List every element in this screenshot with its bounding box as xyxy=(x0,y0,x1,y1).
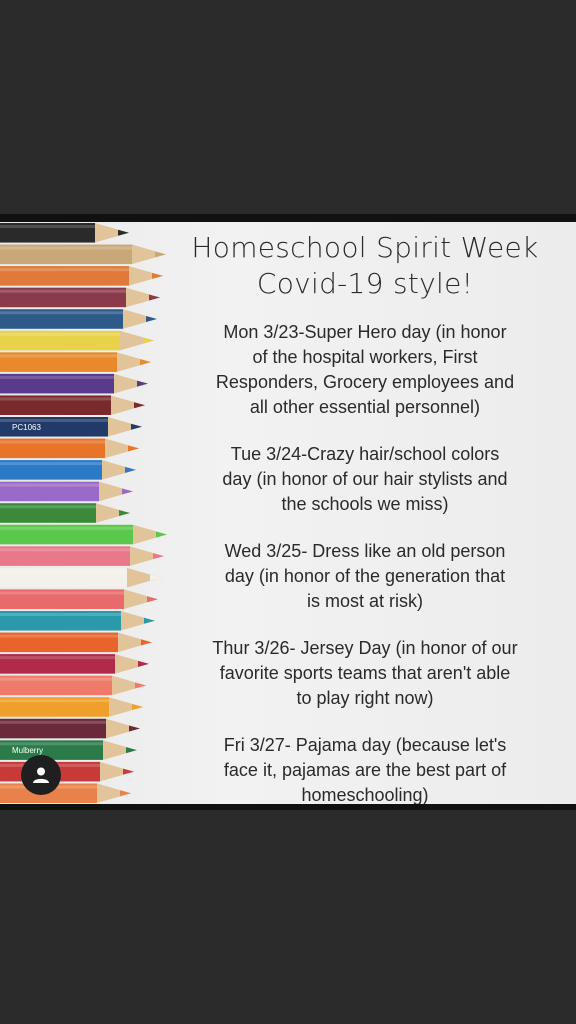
spirit-week-text xyxy=(160,222,570,804)
entry-friday xyxy=(180,733,550,804)
entry-line: of the hospital workers, First xyxy=(252,347,478,367)
entry-line: Mon 3/23-Super Hero day (in honor xyxy=(223,322,507,342)
entry-line: day (in honor of our hair stylists and xyxy=(222,469,508,489)
entry-line: Fri 3/27- Pajama day (because let's xyxy=(223,735,507,755)
entry-line: Responders, Grocery employees and xyxy=(215,372,515,392)
user-icon xyxy=(31,765,51,785)
entry-line: Wed 3/25- Dress like an old person xyxy=(224,541,506,561)
post-image[interactable] xyxy=(0,214,576,810)
title xyxy=(160,230,570,302)
entry-wednesday xyxy=(180,539,550,614)
entry-line: Thur 3/26- Jersey Day (in honor of our xyxy=(212,638,518,658)
entry-tuesday xyxy=(180,442,550,517)
spirit-week-card xyxy=(0,222,576,804)
pencil-label: PC1063 xyxy=(12,422,41,432)
entry-line: is most at risk) xyxy=(306,591,423,611)
entry-line: all other essential personnel) xyxy=(249,397,481,417)
entry-line: the schools we miss) xyxy=(281,494,449,514)
user-avatar-button[interactable] xyxy=(21,755,61,795)
pencil-label: Mulberry xyxy=(12,746,44,756)
entry-line: favorite sports teams that aren't able xyxy=(219,663,511,683)
entry-line: homeschooling) xyxy=(301,785,429,804)
entry-line: face it, pajamas are the best part of xyxy=(223,760,507,780)
title-line-1: Homeschool Spirit Week xyxy=(191,231,539,264)
entry-line: Tue 3/24-Crazy hair/school colors xyxy=(230,444,500,464)
title-line-2: Covid-19 style! xyxy=(256,267,474,300)
colored-pencils-illustration xyxy=(0,222,170,804)
entry-line: to play right now) xyxy=(296,688,434,708)
entry-line: day (in honor of the generation that xyxy=(224,566,506,586)
entry-thursday xyxy=(180,636,550,711)
entry-monday xyxy=(180,320,550,420)
